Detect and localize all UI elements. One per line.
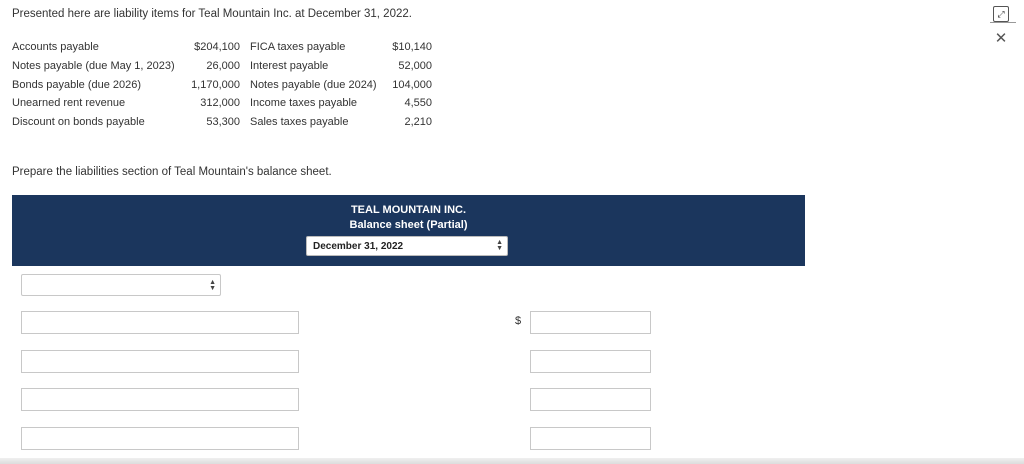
date-select-value: December 31, 2022 xyxy=(313,241,404,252)
dollar-sign: $ xyxy=(515,315,522,327)
intro-text: Presented here are liability items for Teal Mountain Inc. at December 31, 2022. xyxy=(12,8,412,20)
table-row xyxy=(12,38,432,57)
item-name: Income taxes payable xyxy=(250,97,358,110)
item-name: Discount on bonds payable xyxy=(12,116,145,129)
item-name: Unearned rent revenue xyxy=(12,97,126,110)
item-name: Notes payable (due 2024) xyxy=(250,78,377,91)
item-name: Notes payable (due May 1, 2023) xyxy=(12,60,175,73)
liability-name-input-1[interactable] xyxy=(21,311,299,334)
table-row xyxy=(12,113,432,132)
liability-amount-input-1[interactable] xyxy=(530,311,651,334)
liability-amount-input-4[interactable] xyxy=(530,427,651,450)
liability-name-input-3[interactable] xyxy=(21,388,299,411)
statement-title: Balance sheet (Partial) xyxy=(349,219,468,231)
item-value: 1,170,000 xyxy=(191,78,240,91)
date-select[interactable] xyxy=(306,236,508,256)
table-row xyxy=(12,94,432,113)
instruction-text: Prepare the liabilities section of Teal Mountain's balance sheet. xyxy=(12,166,332,178)
section-heading-select[interactable] xyxy=(21,274,221,296)
liability-name-input-2[interactable] xyxy=(21,350,299,373)
statement-header xyxy=(12,195,805,266)
item-value: 312,000 xyxy=(200,97,240,110)
item-value: $10,140 xyxy=(392,41,432,54)
item-name: Bonds payable (due 2026) xyxy=(12,78,142,91)
item-value: 52,000 xyxy=(398,60,432,73)
item-name: Interest payable xyxy=(250,60,329,73)
item-value: 2,210 xyxy=(404,116,432,129)
select-arrows-icon: ▲ ▼ xyxy=(496,239,503,252)
liability-amount-input-2[interactable] xyxy=(530,350,651,373)
expand-icon[interactable]: ⤢ xyxy=(993,6,1009,22)
item-value: 4,550 xyxy=(404,97,432,110)
window-controls xyxy=(990,6,1012,46)
item-value: $204,100 xyxy=(194,41,240,54)
liability-name-input-4[interactable] xyxy=(21,427,299,450)
liability-items-table xyxy=(12,38,432,131)
company-name: TEAL MOUNTAIN INC. xyxy=(350,204,467,216)
item-value: 53,300 xyxy=(206,116,240,129)
liability-amount-input-3[interactable] xyxy=(530,388,651,411)
table-row xyxy=(12,57,432,76)
item-value: 26,000 xyxy=(206,60,240,73)
item-name: Accounts payable xyxy=(12,41,99,54)
select-arrows-icon: ▲ ▼ xyxy=(209,279,216,292)
item-name: Sales taxes payable xyxy=(250,116,349,129)
item-name: FICA taxes payable xyxy=(250,41,346,54)
horizontal-scrollbar[interactable] xyxy=(0,458,1024,464)
close-icon[interactable]: ✕ xyxy=(994,30,1008,47)
item-value: 104,000 xyxy=(392,78,432,91)
table-row xyxy=(12,75,432,94)
